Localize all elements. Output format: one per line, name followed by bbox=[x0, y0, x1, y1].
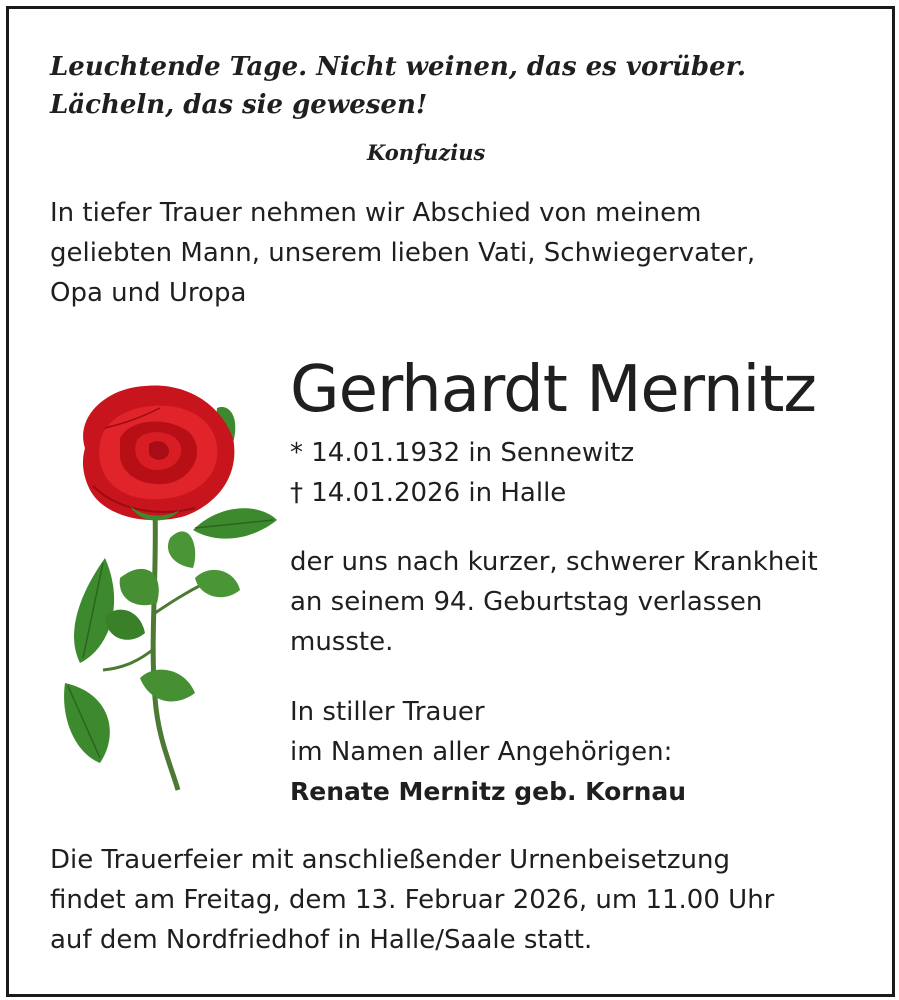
intro-line: Opa und Uropa bbox=[50, 278, 247, 308]
quote-line: Lächeln, das sie gewesen! bbox=[50, 90, 428, 120]
intro-line: geliebten Mann, unserem lieben Vati, Schwiegervater, bbox=[50, 238, 756, 268]
funeral-line: auf dem Nordfriedhof in Halle/Saale statt. bbox=[50, 925, 593, 955]
funeral-notice bbox=[50, 840, 774, 960]
description-line: an seinem 94. Geburtstag verlassen bbox=[290, 587, 763, 617]
mourners-line: im Namen aller Angehörigen: bbox=[290, 737, 673, 767]
intro-line: In tiefer Trauer nehmen wir Abschied von meinem bbox=[50, 198, 702, 228]
deceased-name: Gerhardt Mernitz bbox=[290, 353, 816, 427]
quote bbox=[50, 48, 746, 124]
quote-line: Leuchtende Tage. Nicht weinen, das es vorüber. bbox=[50, 52, 746, 82]
intro-text bbox=[50, 193, 755, 313]
death-description bbox=[290, 542, 818, 662]
mourners-line: In stiller Trauer bbox=[290, 697, 485, 727]
birth-date: * 14.01.1932 in Sennewitz bbox=[290, 438, 635, 468]
death-date: † 14.01.2026 in Halle bbox=[290, 478, 567, 508]
description-line: musste. bbox=[290, 627, 394, 657]
funeral-line: findet am Freitag, dem 13. Februar 2026, um 11.00 Uhr bbox=[50, 885, 775, 915]
funeral-line: Die Trauerfeier mit anschließender Urnenbeisetzung bbox=[50, 845, 730, 875]
red-rose-icon bbox=[45, 378, 285, 798]
description-line: der uns nach kurzer, schwerer Krankheit bbox=[290, 547, 818, 577]
mourner-signature: Renate Mernitz geb. Kornau bbox=[290, 777, 687, 806]
life-dates bbox=[290, 433, 634, 513]
mourners-block bbox=[290, 692, 686, 812]
quote-author: Konfuzius bbox=[367, 140, 486, 165]
